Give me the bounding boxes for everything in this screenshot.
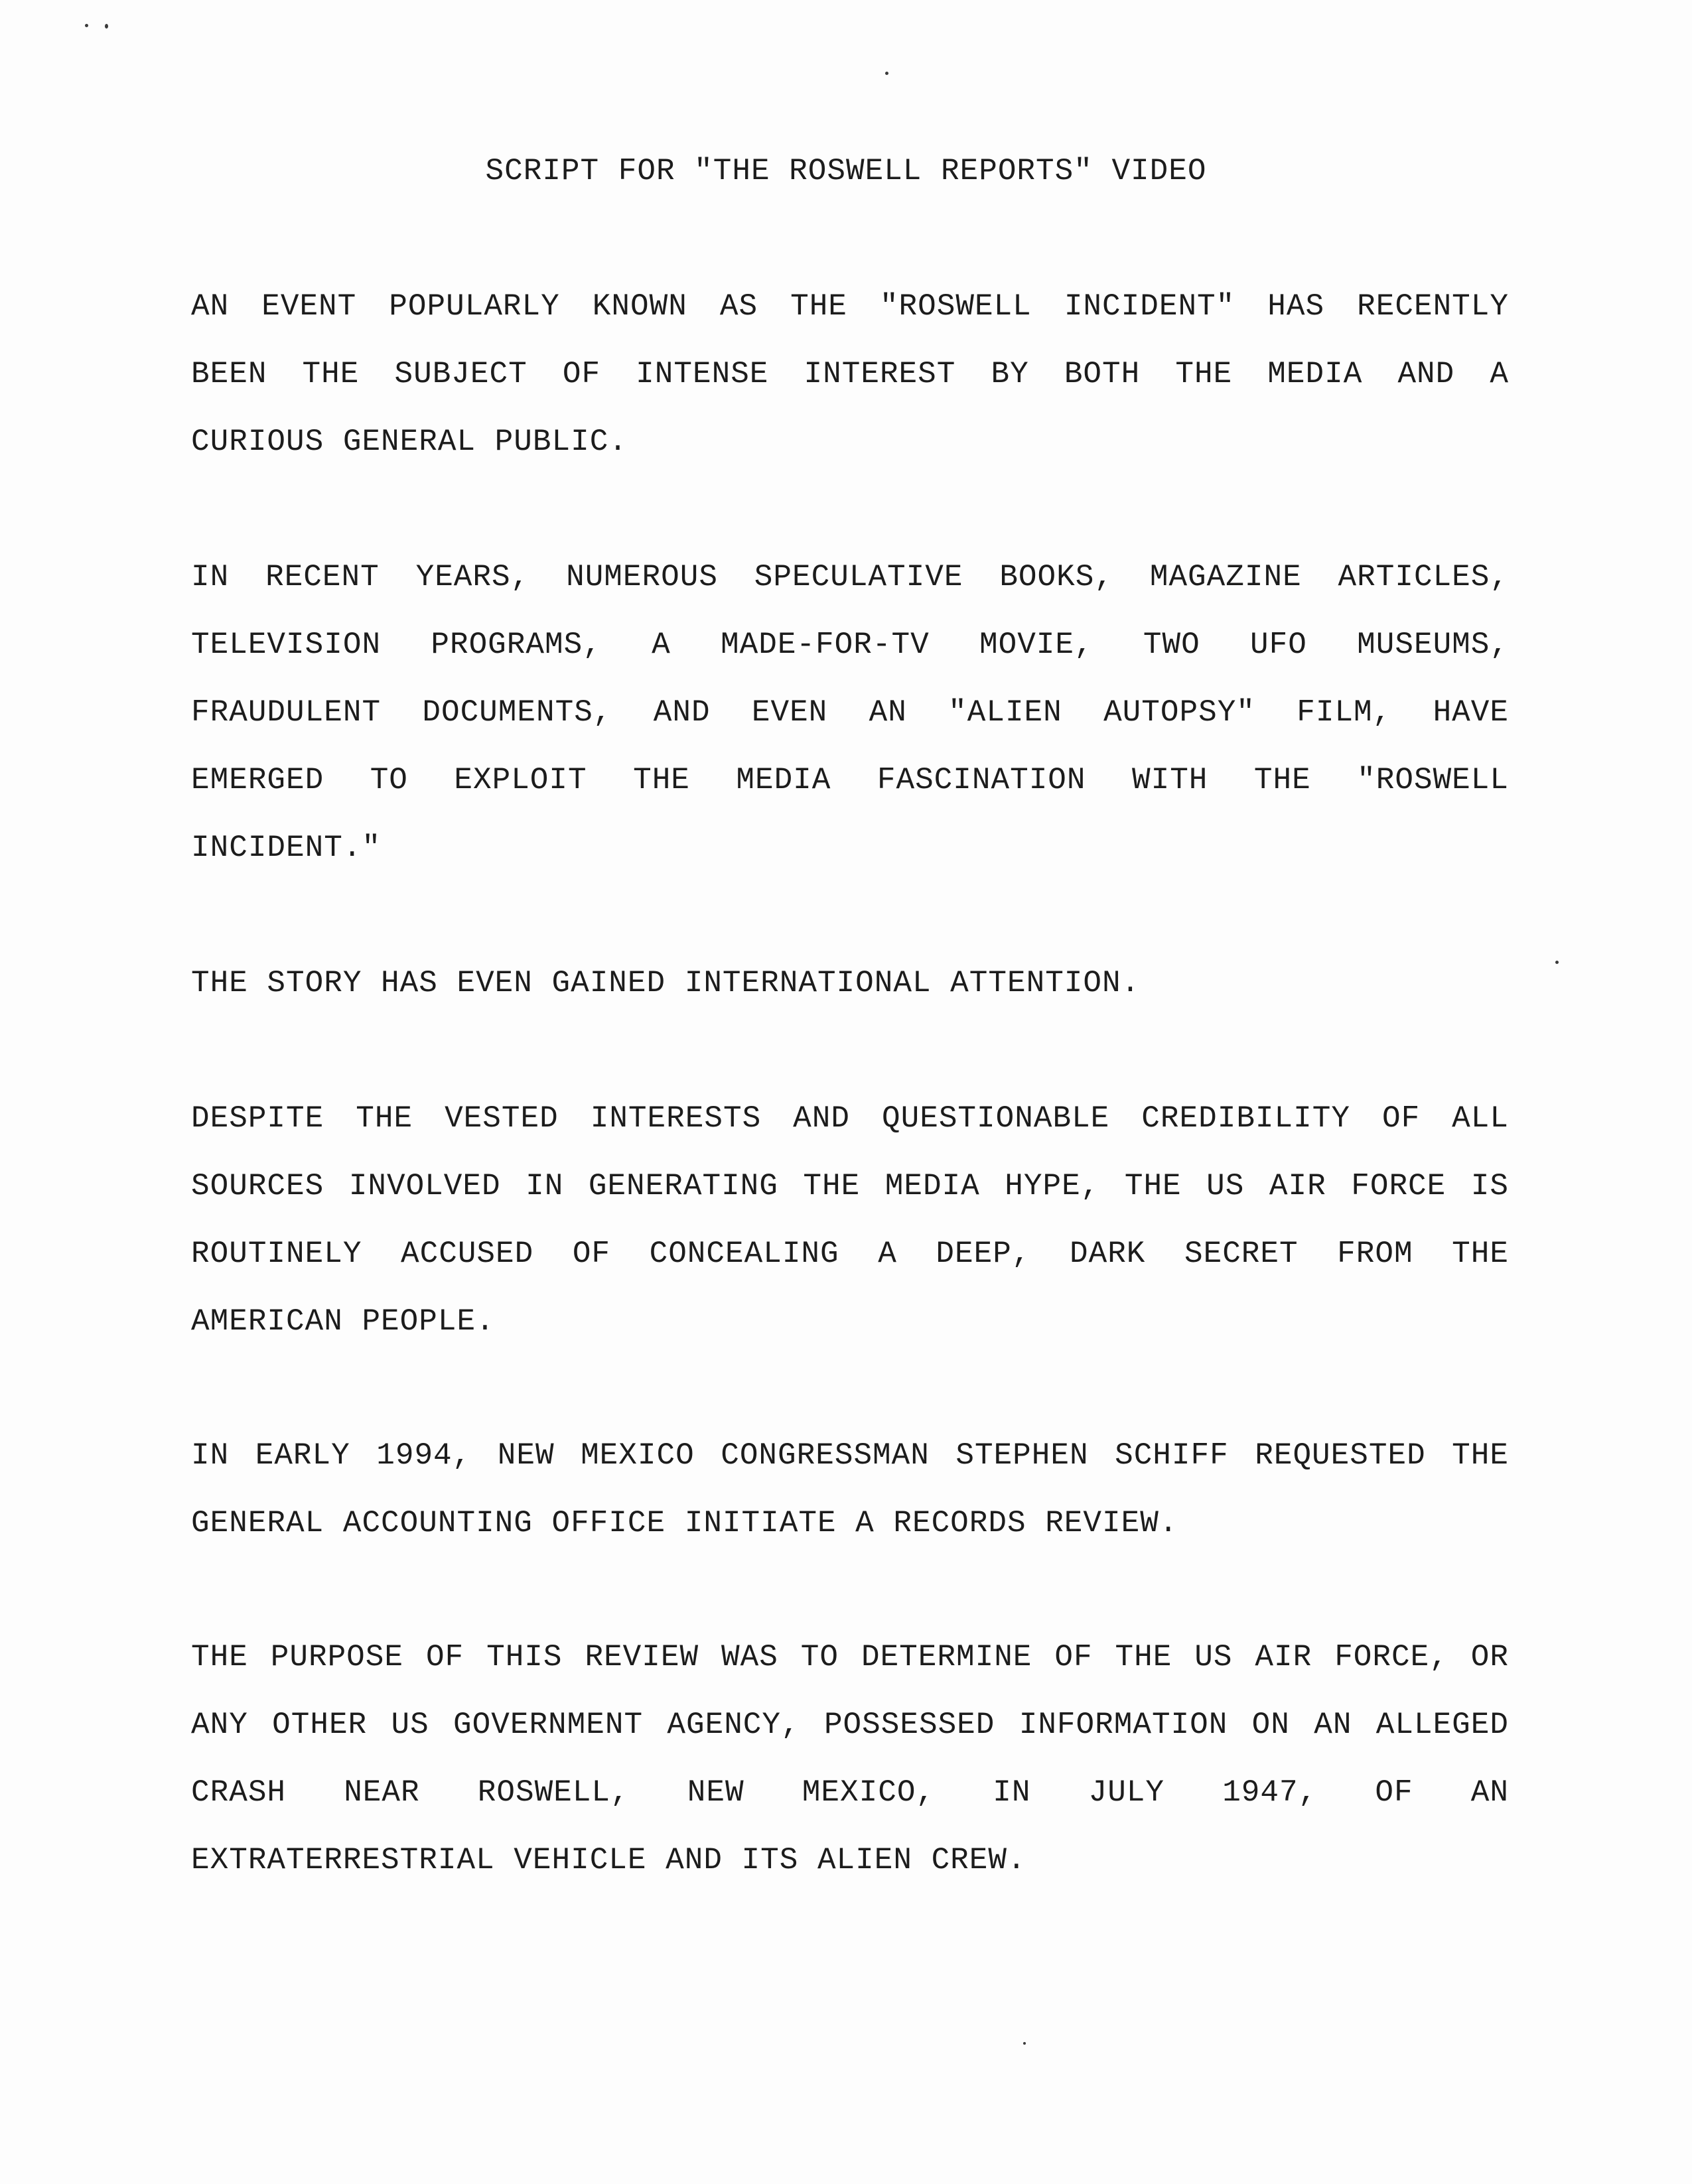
paragraph-line: EXTRATERRESTRIAL VEHICLE AND ITS ALIEN CREW.: [191, 1843, 1026, 1877]
page-title: SCRIPT FOR "THE ROSWELL REPORTS" VIDEO: [485, 154, 1207, 188]
paragraph-line: SOURCES INVOLVED IN GENERATING THE MEDIA HYPE, THE US AIR FORCE IS: [191, 1169, 1509, 1203]
paragraph-line: AMERICAN PEOPLE.: [191, 1304, 495, 1339]
paragraph-line: GENERAL ACCOUNTING OFFICE INITIATE A RECORDS REVIEW.: [191, 1506, 1178, 1540]
paragraph-line: THE PURPOSE OF THIS REVIEW WAS TO DETERMINE OF THE US AIR FORCE, OR: [191, 1640, 1509, 1674]
paragraph-line: IN EARLY 1994, NEW MEXICO CONGRESSMAN STEPHEN SCHIFF REQUESTED THE: [191, 1438, 1509, 1473]
paragraph-3: [191, 963, 1509, 1031]
paragraph-line: ANY OTHER US GOVERNMENT AGENCY, POSSESSED INFORMATION ON AN ALLEGED: [191, 1708, 1509, 1742]
paragraph-line: BEEN THE SUBJECT OF INTENSE INTEREST BY BOTH THE MEDIA AND A: [191, 357, 1509, 391]
paragraph-6: [191, 1637, 1509, 1908]
paragraph-4: [191, 1099, 1509, 1369]
paragraph-line: EMERGED TO EXPLOIT THE MEDIA FASCINATION WITH THE "ROSWELL: [191, 763, 1509, 797]
paragraph-1: [191, 287, 1509, 490]
scan-speck: [105, 24, 108, 29]
paragraph-line: TELEVISION PROGRAMS, A MADE-FOR-TV MOVIE, TWO UFO MUSEUMS,: [191, 628, 1509, 662]
paragraph-line: DESPITE THE VESTED INTERESTS AND QUESTIONABLE CREDIBILITY OF ALL: [191, 1101, 1509, 1136]
scan-speck: [1023, 2042, 1026, 2045]
paragraph-line: CRASH NEAR ROSWELL, NEW MEXICO, IN JULY 1947, OF AN: [191, 1775, 1509, 1810]
scan-speck: [85, 24, 88, 27]
paragraph-2: [191, 557, 1509, 896]
paragraph-line: FRAUDULENT DOCUMENTS, AND EVEN AN "ALIEN AUTOPSY" FILM, HAVE: [191, 695, 1509, 730]
scan-speck: [885, 72, 888, 75]
paragraph-5: [191, 1436, 1509, 1571]
scan-speck: [1555, 961, 1559, 964]
paragraph-line: AN EVENT POPULARLY KNOWN AS THE "ROSWELL INCIDENT" HAS RECENTLY: [191, 289, 1509, 324]
paragraph-line: THE STORY HAS EVEN GAINED INTERNATIONAL ATTENTION.: [191, 966, 1141, 1000]
paragraph-line: INCIDENT.": [191, 831, 382, 865]
paragraph-line: IN RECENT YEARS, NUMEROUS SPECULATIVE BOOKS, MAGAZINE ARTICLES,: [191, 560, 1509, 594]
paragraph-line: ROUTINELY ACCUSED OF CONCEALING A DEEP, DARK SECRET FROM THE: [191, 1237, 1509, 1271]
paragraph-line: CURIOUS GENERAL PUBLIC.: [191, 425, 628, 459]
